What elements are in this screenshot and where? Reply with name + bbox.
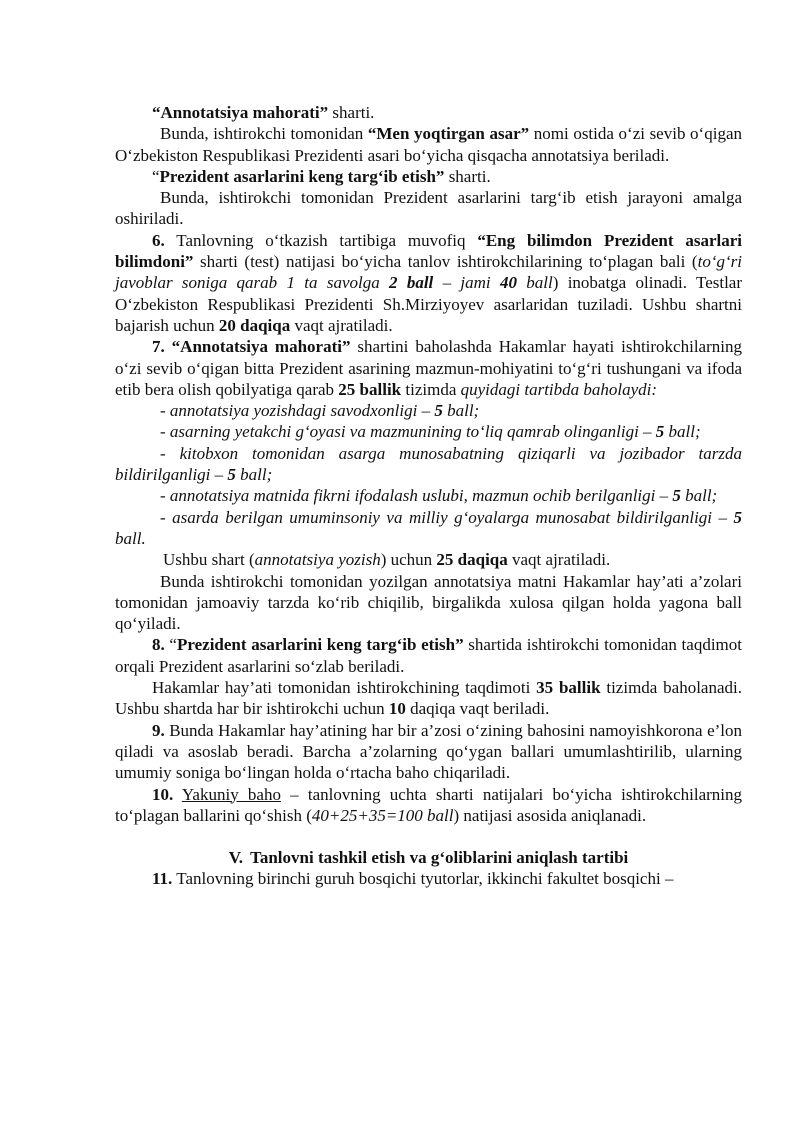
criteria-item-2: - asarning yetakchi g‘oyasi va mazmunining to‘liq qamrab olinganligi – 5 ball; (160, 422, 701, 442)
paragraph-item-9: 9. Bunda Hakamlar hay’atining har bir a’zosi o‘zining bahosini namoyishkorona e’lon qiladi va asoslab beradi. Barcha a’zolarning qo‘ygan ballari umumlashtirilib, ularning umumiy soniga bo‘lingan holda o‘rtacha baho chiqariladi. (115, 720, 742, 783)
criteria-item-5: - asarda berilgan umuminsoniy va milliy g‘oyalarga munosabat bildirilganligi – 5 ball. (115, 507, 742, 548)
paragraph-presentation-scoring: Hakamlar hay’ati tomonidan ishtirokchining taqdimoti 35 ballik tizimda baholanadi. Ushbu shartda har bir ishtirokchi uchun 10 daqiqa vaqt beriladi. (115, 678, 742, 719)
paragraph-item-7: 7. “Annotatsiya mahorati” shartini baholashda Hakamlar hayati ishtirokchilarning o‘zi sevib o‘qigan bitta Prezident asarining mazmun-mohiyatini to‘g‘ri tushungani va ifoda etib bera olish qobilyatiga qarab 25 ballik tizimda quyidagi tartibda baholaydi: (115, 337, 742, 399)
paragraph-jury-collective: Bunda ishtirokchi tomonidan yozilgan annotatsiya matni Hakamlar hay’ati a’zolari tomonidan jamoaviy tarzda ko‘rib chiqilib, birgalikda xulosa qilgan holda yagona ball qo‘yiladi. (115, 571, 742, 634)
paragraph-targib-desc: Bunda, ishtirokchi tomonidan Prezident asarlarini targ‘ib etish jarayoni amalga oshiriladi. (115, 188, 742, 229)
criteria-item-3: - kitobxon tomonidan asarga munosabatning qiziqarli va jozibador tarzda bildirilganligi – 5 ball; (115, 443, 742, 485)
paragraph-item-11: 11. Tanlovning birinchi guruh bosqichi tyutorlar, ikkinchi fakultet bosqichi – (152, 869, 674, 889)
paragraph-item-8: 8. “Prezident asarlarini keng targ‘ib etish” shartida ishtirokchi tomonidan taqdimot orqali Prezident asarlarini so‘zlab beriladi. (115, 635, 742, 676)
section-heading (115, 847, 742, 868)
document-body (115, 102, 742, 890)
paragraph-time-annotatsiya: Ushbu shart (annotatsiya yozish) uchun 25 daqiqa vaqt ajratiladi. (163, 550, 611, 570)
section-number: V. (228, 848, 244, 868)
section-title: Tanlovni tashkil etish va g‘oliblarini aniqlash tartibi (250, 848, 629, 868)
paragraph-item-10: 10. Yakuniy baho – tanlovning uchta sharti natijalari bo‘yicha ishtirokchilarning to‘plagan ballarini qo‘shish (40+25+35=100 ball) natijasi asosida aniqlanadi. (115, 784, 743, 825)
criteria-item-4: - annotatsiya matnida fikrni ifodalash uslubi, mazmun ochib berilganligi – 5 ball; (160, 486, 718, 506)
paragraph-annotatsiya-title: “Annotatsiya mahorati” sharti. (152, 103, 375, 122)
criteria-item-1: - annotatsiya yozishdagi savodxonligi – 5 ball; (160, 401, 480, 421)
paragraph-item-6: 6. Tanlovning o‘tkazish tartibiga muvofiq “Eng bilimdon Prezident asarlari bilimdoni” sharti (test) natijasi bo‘yicha tanlov ishtirokchilarining to‘plagan bali (to‘g‘ri javoblar soniga qarab 1 ta savolga 2 ball – jami 40 ball) inobatga olinadi. Testlar O‘zbekiston Respublikasi Prezidenti Sh.Mirziyoyev asarlaridan tuziladi. Ushbu shartni bajarish uchun 20 daqiqa vaqt ajratiladi. (115, 230, 743, 335)
paragraph-annotatsiya-desc: Bunda, ishtirokchi tomonidan “Men yoqtirgan asar” nomi ostida o‘zi sevib o‘qigan O‘zbekiston Respublikasi Prezidenti asari bo‘yicha qisqacha annotatsiya beriladi. (115, 124, 742, 165)
paragraph-targib-title: “Prezident asarlarini keng targ‘ib etish” sharti. (152, 166, 491, 186)
